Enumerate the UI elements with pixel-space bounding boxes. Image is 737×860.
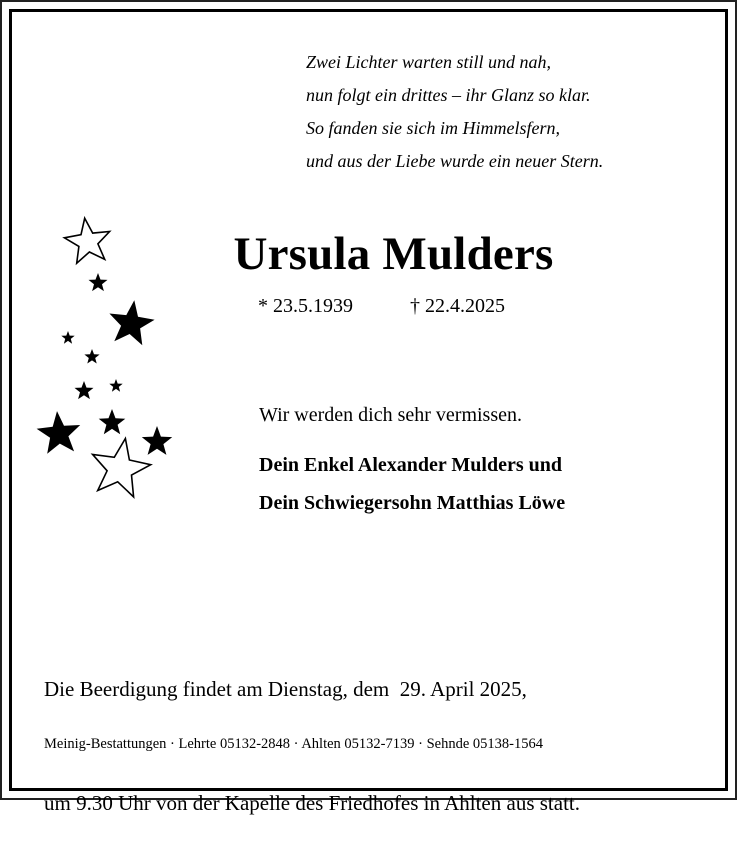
poem-line: und aus der Liebe wurde ein neuer Stern. [306,151,604,171]
funeral-notice [44,594,580,860]
farewell-message: Wir werden dich sehr vermissen. [259,404,522,426]
poem-line: Zwei Lichter warten still und nah, [306,52,552,72]
funeral-line: um 9.30 Uhr von der Kapelle des Friedhofes in Ahlten aus statt. [44,791,580,815]
mourners [259,446,565,522]
poem-line: nun folgt ein drittes – ihr Glanz so klar. [306,85,591,105]
mourner-line: Dein Enkel Alexander Mulders und [259,454,563,476]
poem [306,46,603,178]
mourner-line: Dein Schwiegersohn Matthias Löwe [259,492,566,514]
funeral-line: Die Beerdigung findet am Dienstag, dem 29. April 2025, [44,677,527,701]
death-date: † 22.4.2025 [410,295,505,317]
deceased-name: Ursula Mulders [233,228,554,280]
funeral-home-contact: Meinig-Bestattungen · Lehrte 05132-2848 · Ahlten 05132-7139 · Sehnde 05138-1564 [44,736,543,752]
poem-line: So fanden sie sich im Himmelsfern, [306,118,560,138]
birth-date: * 23.5.1939 [258,295,353,317]
